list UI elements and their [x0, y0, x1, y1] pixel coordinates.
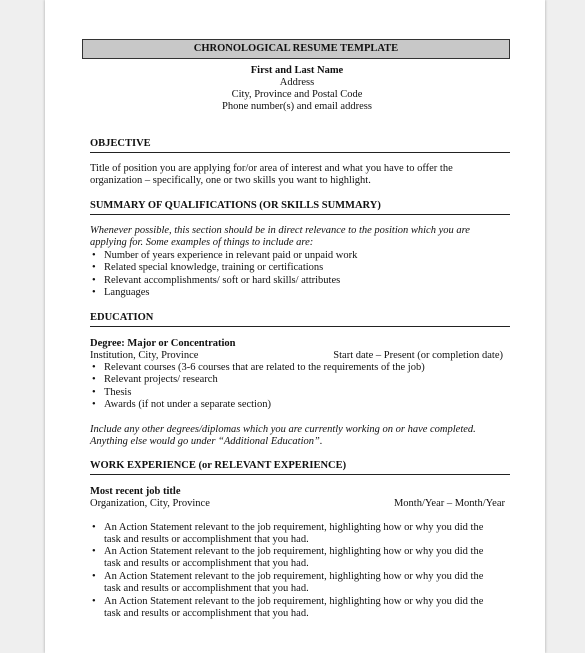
- objective-heading: OBJECTIVE: [90, 138, 510, 153]
- education-note-1: Include any other degrees/diplomas which you are currently working on or have completed.: [90, 424, 476, 435]
- education-degree: Degree: Major or Concentration: [90, 338, 236, 349]
- education-heading: EDUCATION: [90, 312, 510, 327]
- bullet-icon: •: [92, 546, 96, 557]
- job-title: Most recent job title: [90, 486, 181, 497]
- address-line: Address: [279, 77, 315, 88]
- education-item: • Relevant courses (3-6 courses that are related to the requirements of the job): [92, 362, 425, 373]
- work-item: • An Action Statement relevant to the job requirement, highlighting how or why you did the: [92, 571, 484, 582]
- summary-item: • Languages: [92, 287, 150, 298]
- contact-line: Phone number(s) and email address: [222, 101, 372, 112]
- education-item: • Relevant projects/ research: [92, 374, 218, 385]
- bullet-icon: •: [92, 275, 96, 286]
- job-organization: Organization, City, Province: [90, 498, 210, 509]
- city-line: City, Province and Postal Code: [231, 89, 363, 100]
- bullet-icon: •: [92, 522, 96, 533]
- work-item-continuation: task and results or accomplishment that you had.: [104, 558, 309, 569]
- work-item: • An Action Statement relevant to the job requirement, highlighting how or why you did the: [92, 522, 484, 533]
- work-item-continuation: task and results or accomplishment that you had.: [104, 534, 309, 545]
- job-dates: Month/Year – Month/Year: [393, 498, 505, 509]
- work-item-continuation: task and results or accomplishment that you had.: [104, 608, 309, 619]
- bullet-icon: •: [92, 250, 96, 261]
- education-item: • Awards (if not under a separate section): [92, 399, 271, 410]
- objective-line-2: organization – specifically, one or two skills you want to highlight.: [90, 175, 371, 186]
- work-item: • An Action Statement relevant to the job requirement, highlighting how or why you did the: [92, 546, 484, 557]
- summary-intro-1: Whenever possible, this section should be in direct relevance to the position which you are: [90, 225, 470, 236]
- bullet-icon: •: [92, 287, 96, 298]
- summary-item: • Relevant accomplishments/ soft or hard skills/ attributes: [92, 275, 341, 286]
- summary-item: • Number of years experience in relevant paid or unpaid work: [92, 250, 358, 261]
- resume-title: CHRONOLOGICAL RESUME TEMPLATE: [82, 39, 510, 59]
- summary-item: • Related special knowledge, training or certifications: [92, 262, 324, 273]
- bullet-icon: •: [92, 387, 96, 398]
- bullet-icon: •: [92, 374, 96, 385]
- work-heading: WORK EXPERIENCE (or RELEVANT EXPERIENCE): [90, 460, 510, 475]
- bullet-icon: •: [92, 596, 96, 607]
- education-note-2: Anything else would go under “Additional Education”.: [90, 436, 323, 447]
- bullet-icon: •: [92, 362, 96, 373]
- candidate-name: First and Last Name: [250, 65, 344, 76]
- work-item-continuation: task and results or accomplishment that you had.: [104, 583, 309, 594]
- bullet-icon: •: [92, 262, 96, 273]
- bullet-icon: •: [92, 399, 96, 410]
- objective-line-1: Title of position you are applying for/or area of interest and what you have to offer the: [90, 163, 453, 174]
- education-dates: Start date – Present (or completion date): [333, 350, 503, 361]
- work-item: • An Action Statement relevant to the job requirement, highlighting how or why you did the: [92, 596, 484, 607]
- summary-heading: SUMMARY OF QUALIFICATIONS (OR SKILLS SUMMARY): [90, 200, 510, 215]
- education-item: • Thesis: [92, 387, 132, 398]
- education-institution: Institution, City, Province: [90, 350, 199, 361]
- summary-intro-2: applying for. Some examples of things to include are:: [90, 237, 314, 248]
- bullet-icon: •: [92, 571, 96, 582]
